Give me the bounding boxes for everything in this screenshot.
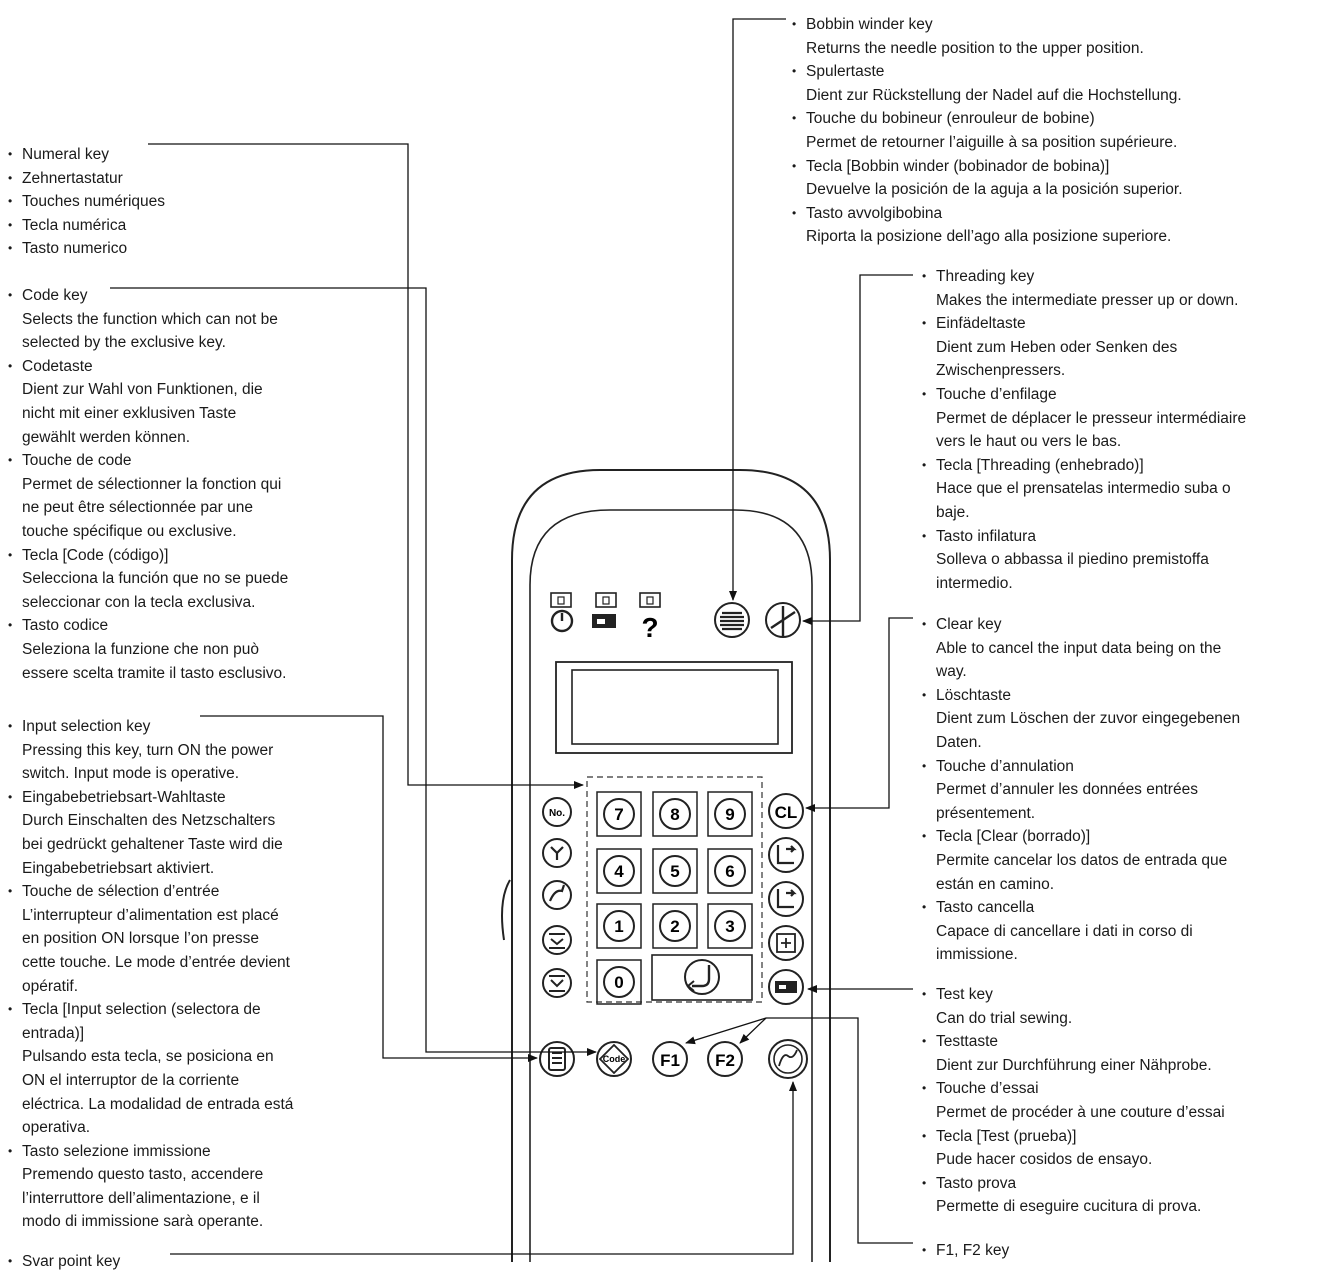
code-entry-description: Seleziona la funzione che non può <box>22 640 259 658</box>
input-entry-description: L’interrupteur d’alimentation est placé <box>22 906 279 924</box>
threading-entry-description: Zwischenpressers. <box>936 362 1066 380</box>
test-entry-heading: • Tasto prova <box>936 1174 1017 1192</box>
input-entry-heading: • Tecla [Input selection (selectora de <box>22 1001 261 1019</box>
bobbin-entry-heading: • Tecla [Bobbin winder (bobinador de bobina)] <box>806 157 1110 175</box>
test-entry-heading: • Touche d’essai <box>936 1080 1039 1098</box>
numeric-key-label: 9 <box>725 805 735 824</box>
numeric-key-3[interactable] <box>708 904 752 948</box>
threading-entry-heading: • Touche d’enfilage <box>936 385 1057 403</box>
threading-key[interactable] <box>766 603 800 637</box>
lcd-screen <box>572 670 778 744</box>
input-entry-description: eléctrica. La modalidad de entrada está <box>22 1095 294 1113</box>
bobbin-entry-description: Permet de retourner l’aiguille à sa position supérieure. <box>806 133 1178 151</box>
code-entry-description: Selecciona la función que no se puede <box>22 570 289 588</box>
clear-entry-heading: • Löschtaste <box>936 686 1011 704</box>
bobbin-entry-description: Returns the needle position to the upper position. <box>806 39 1144 57</box>
question-label: ? <box>641 612 659 643</box>
code-entry-description: nicht mit einer exklusiven Taste <box>22 404 237 422</box>
input-entry-description: switch. Input mode is operative. <box>22 765 240 783</box>
lcd-outer-frame <box>556 662 792 753</box>
presser-key[interactable] <box>543 839 571 867</box>
threading-entry-description: intermedio. <box>936 574 1013 592</box>
numeral-key-label: • Zehnertastatur <box>8 167 165 191</box>
bobbin-entry-heading: • Tasto avvolgibobina <box>806 204 943 222</box>
input-entry-description: bei gedrückt gehaltener Taste wird die <box>22 835 283 853</box>
bobbin-entry-description: Devuelve la posición de la aguja a la posición superior. <box>806 181 1183 199</box>
threading-entry-heading: • Tecla [Threading (enhebrado)] <box>936 456 1144 474</box>
input-entry-description: ON el interruptor de la corriente <box>22 1071 240 1089</box>
origin-return-key[interactable] <box>769 838 803 872</box>
code-entry-description: touche spécifique ou exclusive. <box>22 522 237 540</box>
bobbin-entry-heading: • Bobbin winder key <box>806 16 933 33</box>
help-indicator-key[interactable] <box>640 593 660 643</box>
code-entry-description: selected by the exclusive key. <box>22 334 226 352</box>
numeric-key-label: 6 <box>725 862 735 881</box>
numeric-keypad <box>597 792 752 1004</box>
enter-key[interactable] <box>652 955 752 1000</box>
code-entry-heading: • Tecla [Code (código)] <box>22 546 169 564</box>
clear-key[interactable] <box>769 794 803 828</box>
input-entry-description: Pulsando esta tecla, se posiciona en <box>22 1048 274 1066</box>
code-entry-description: essere scelta tramite il tasto esclusivo. <box>22 664 287 682</box>
threading-entry-description: Hace que el prensatelas intermedio suba o <box>936 480 1231 498</box>
input-entry-heading: • Touche de sélection d’entrée <box>22 883 220 901</box>
numeral-key-label: • Tasto numerico <box>8 237 165 261</box>
numeric-key-label: 1 <box>614 917 624 936</box>
code-entry-description: ne peut être sélectionnée par une <box>22 499 253 517</box>
move-key[interactable] <box>769 882 803 916</box>
code-entry-description: Selects the function which can not be <box>22 310 278 328</box>
test-entry-description: Dient zur Durchführung einer Nähprobe. <box>936 1056 1212 1074</box>
code-entry-description: gewählt werden können. <box>22 428 191 446</box>
bobbin-entry-heading: • Spulertaste <box>806 63 885 81</box>
input-entry-heading: • Input selection key <box>22 718 151 735</box>
numeral-key-label: • Tecla numérica <box>8 214 165 238</box>
test-entry-description: Pude hacer cosidos de ensayo. <box>936 1151 1153 1169</box>
panel-side-notch <box>502 880 510 940</box>
input-selection-key[interactable] <box>540 1042 574 1076</box>
clear-entry-description: Permet d’annuler les données entrées <box>936 781 1198 799</box>
threading-entry-description: vers le haut ou vers le bas. <box>936 433 1122 451</box>
clear-entry-description: Able to cancel the input data being on the <box>936 639 1222 657</box>
clear-entry-description: way. <box>936 663 967 681</box>
code-entry-description: Dient zur Wahl von Funktionen, die <box>22 381 263 399</box>
thread-trim-key[interactable] <box>543 881 571 909</box>
test-entry-heading: • Test key <box>936 986 993 1003</box>
input-entry-description: opératif. <box>22 977 79 995</box>
pattern-register-key[interactable] <box>543 926 571 954</box>
clear-entry-heading: • Tasto cancella <box>936 899 1035 917</box>
sewing-indicator-key[interactable] <box>592 593 616 628</box>
input-entry-description: en position ON lorsque l’on presse <box>22 930 259 948</box>
clear-entry-description: présentement. <box>936 804 1036 822</box>
numeric-key-label: 4 <box>614 862 624 881</box>
threading-entry-description: Permet de déplacer le presseur intermédiaire <box>936 409 1247 427</box>
f2-key-label: F2 <box>715 1051 735 1070</box>
svar-point-key[interactable] <box>769 1040 807 1078</box>
clear-entry-heading: • Touche d’annulation <box>936 757 1074 775</box>
code-entry-heading: • Code key <box>22 287 88 304</box>
input-entry-description: modo di immissione sarà operante. <box>22 1213 264 1231</box>
input-entry-description: entrada)] <box>22 1024 85 1042</box>
test-entry-heading: • Tecla [Test (prueba)] <box>936 1127 1077 1145</box>
threading-entry-heading: • Tasto infilatura <box>936 527 1036 545</box>
numeric-key-2[interactable] <box>653 904 697 948</box>
code-key[interactable] <box>597 1042 631 1076</box>
numeric-key-6[interactable] <box>708 849 752 893</box>
number-key[interactable] <box>543 798 571 826</box>
threading-entry-heading: • Threading key <box>936 268 1035 285</box>
threading-entry-heading: • Einfädeltaste <box>936 315 1026 333</box>
bobbin-entry-heading: • Touche du bobineur (enrouleur de bobine) <box>806 110 1095 128</box>
clear-key-label: CL <box>774 803 798 822</box>
threading-entry-description: Makes the intermediate presser up or down. <box>936 291 1239 309</box>
clear-entry-heading: • Clear key <box>936 616 1002 633</box>
numeric-key-label: 7 <box>614 805 624 824</box>
test-entry-description: Permette di eseguire cucitura di prova. <box>936 1198 1202 1216</box>
test-entry-description: Permet de procéder à une couture d’essai <box>936 1103 1225 1121</box>
numeric-key-9[interactable] <box>708 792 752 836</box>
input-entry-description: Eingabebetriebsart aktiviert. <box>22 859 215 877</box>
f2-key[interactable] <box>708 1042 742 1076</box>
input-entry-heading: • Tasto selezione immissione <box>22 1142 211 1160</box>
numeric-key-label: 0 <box>614 973 624 992</box>
code-entry-heading: • Touche de code <box>22 452 132 470</box>
code-entry-heading: • Codetaste <box>22 357 93 375</box>
input-entry-description: Premendo questo tasto, accendere <box>22 1166 264 1184</box>
f-key-text: F1, F2 key <box>936 1242 1010 1259</box>
numeric-key-label: 5 <box>670 862 680 881</box>
code-key-label: Code <box>602 1054 626 1064</box>
svar-point-key-text: Svar point key <box>22 1253 121 1270</box>
numeral-key-label: • Touches numériques <box>8 190 165 214</box>
numeric-key-label: 8 <box>670 805 680 824</box>
power-indicator-key[interactable] <box>551 593 572 631</box>
numeric-key-7[interactable] <box>597 792 641 836</box>
numeric-key-1[interactable] <box>597 904 641 948</box>
numeric-key-label: 2 <box>670 917 680 936</box>
code-entry-heading: • Tasto codice <box>22 617 109 635</box>
numeric-key-0[interactable] <box>597 960 641 1004</box>
clear-entry-description: Permite cancelar los datos de entrada que <box>936 851 1228 869</box>
numeral-key-label: • Numeral key <box>8 143 165 167</box>
code-entry-description: Permet de sélectionner la fonction qui <box>22 475 282 493</box>
code-entry-description: seleccionar con la tecla exclusiva. <box>22 593 256 611</box>
input-entry-description: operativa. <box>22 1119 91 1137</box>
test-entry-heading: • Testtaste <box>936 1033 999 1051</box>
clear-entry-description: están en camino. <box>936 875 1055 893</box>
f1-key[interactable] <box>653 1042 687 1076</box>
input-entry-description: l’interruttore dell’alimentazione, e il <box>22 1189 260 1207</box>
test-entry-description: Can do trial sewing. <box>936 1009 1073 1027</box>
input-entry-heading: • Eingabebetriebsart-Wahltaste <box>22 788 226 806</box>
bobbin-winder-key[interactable] <box>715 603 749 637</box>
f1-key-label: F1 <box>660 1051 680 1070</box>
numeric-key-5[interactable] <box>653 849 697 893</box>
threading-entry-description: Dient zum Heben oder Senken des <box>936 338 1178 356</box>
numeric-key-4[interactable] <box>597 849 641 893</box>
input-entry-description: Pressing this key, turn ON the power <box>22 741 274 759</box>
threading-entry-description: baje. <box>936 503 970 521</box>
bobbin-entry-description: Riporta la posizione dell’ago alla posizione superiore. <box>806 228 1172 246</box>
number-key-label: No. <box>548 808 566 819</box>
numeric-key-8[interactable] <box>653 792 697 836</box>
pattern-key[interactable] <box>543 969 571 997</box>
test-key[interactable] <box>769 970 803 1004</box>
clear-entry-description: immissione. <box>936 946 1018 964</box>
numeric-key-label: 3 <box>725 917 735 936</box>
clear-entry-description: Dient zum Löschen der zuvor eingegebenen <box>936 710 1241 728</box>
clear-entry-heading: • Tecla [Clear (borrado)] <box>936 828 1091 846</box>
ready-key[interactable] <box>769 926 803 960</box>
clear-entry-description: Capace di cancellare i dati in corso di <box>936 922 1193 940</box>
clear-entry-description: Daten. <box>936 733 982 751</box>
input-entry-description: Durch Einschalten des Netzschalters <box>22 812 276 830</box>
input-entry-description: cette touche. Le mode d’entrée devient <box>22 953 290 971</box>
threading-entry-description: Solleva o abbassa il piedino premistoffa <box>936 551 1209 569</box>
bobbin-entry-description: Dient zur Rückstellung der Nadel auf die Hochstellung. <box>806 86 1182 104</box>
